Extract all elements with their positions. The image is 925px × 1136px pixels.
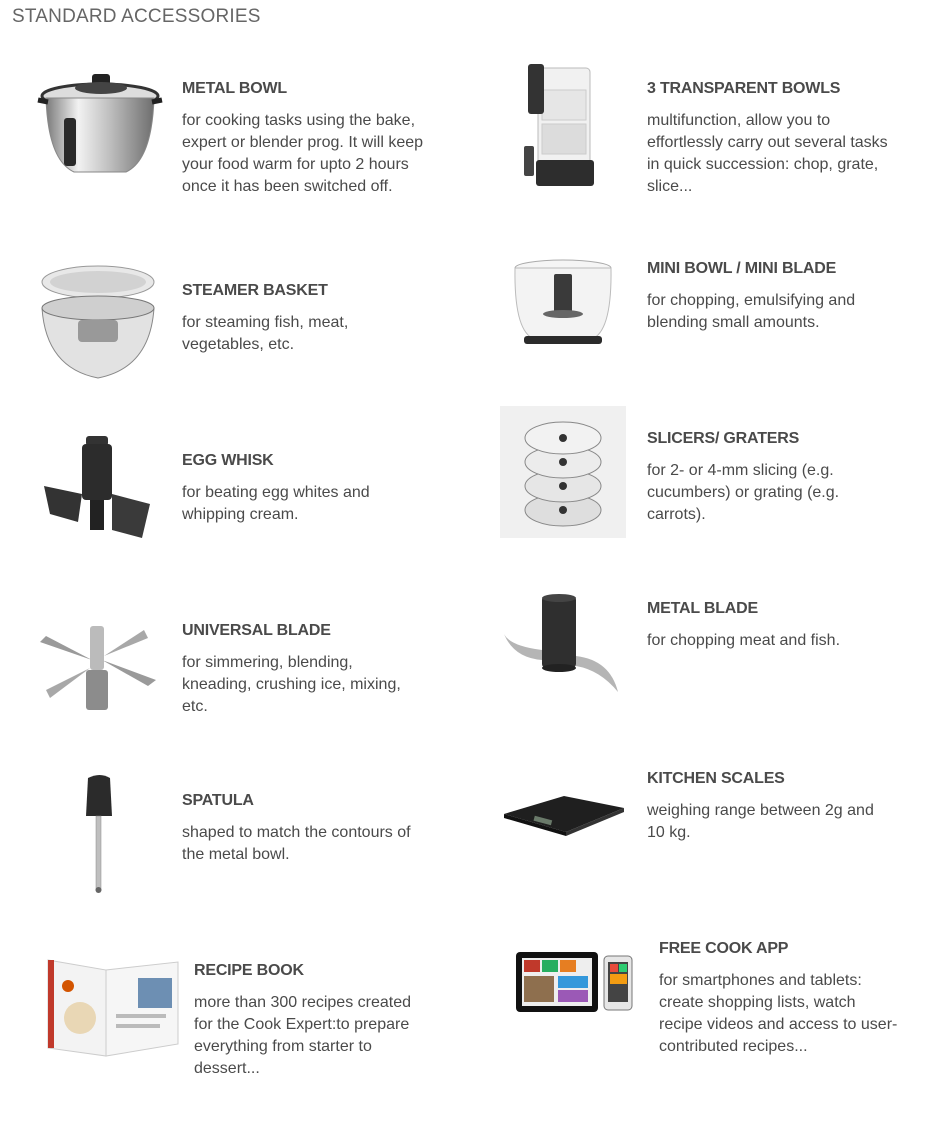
item-title-metal-blade: METAL BLADE — [647, 600, 758, 617]
tablet-phone-icon — [514, 950, 634, 1014]
kitchen-scale-icon — [500, 790, 628, 838]
item-title-recipe-book: RECIPE BOOK — [194, 962, 304, 979]
item-desc-universal-blade: for simmering, blending, kneading, crushing ice, mixing, etc. — [182, 654, 401, 715]
item-title-kitchen-scales: KITCHEN SCALES — [647, 770, 785, 787]
item-title-mini-bowl: MINI BOWL / MINI BLADE — [647, 260, 837, 277]
egg-whisk-icon — [42, 434, 154, 558]
item-title-free-cook-app: FREE COOK APP — [659, 940, 789, 957]
item-title-slicers-graters: SLICERS/ GRATERS — [647, 430, 800, 447]
item-title-universal-blade: UNIVERSAL BLADE — [182, 622, 331, 639]
spatula-icon — [84, 774, 114, 894]
item-desc-metal-blade: for chopping meat and fish. — [647, 632, 841, 649]
metal-bowl-icon — [34, 68, 164, 188]
recipe-book-icon — [46, 956, 180, 1058]
item-desc-spatula: shaped to match the contours of the metal bowl. — [182, 824, 411, 863]
item-desc-mini-bowl: for chopping, emulsifying and blending small amounts. — [647, 292, 856, 331]
item-desc-free-cook-app: for smartphones and tablets: create shopping lists, watch recipe videos and access to user-contributed recipes... — [659, 972, 898, 1055]
transparent-bowls-icon — [520, 60, 602, 188]
item-desc-steamer-basket: for steaming fish, meat, vegetables, etc. — [182, 314, 349, 353]
item-title-metal-bowl: METAL BOWL — [182, 80, 287, 97]
item-desc-slicers-graters: for 2- or 4-mm slicing (e.g. cucumbers) or grating (e.g. carrots). — [647, 462, 840, 523]
item-title-steamer-basket: STEAMER BASKET — [182, 282, 328, 299]
steamer-basket-icon — [38, 260, 160, 382]
metal-blade-icon — [500, 594, 624, 696]
item-title-transparent-bowls: 3 TRANSPARENT BOWLS — [647, 80, 841, 97]
item-desc-transparent-bowls: multifunction, allow you to effortlessly carry out several tasks in quick succession: chop, grate, slice... — [647, 112, 888, 195]
item-desc-recipe-book: more than 300 recipes created for the Cook Expert:to prepare everything from starter to dessert... — [194, 994, 412, 1077]
slicer-discs-icon — [500, 406, 626, 538]
item-desc-egg-whisk: for beating egg whites and whipping cream. — [182, 484, 370, 523]
universal-blade-icon — [36, 620, 160, 716]
page-title: STANDARD ACCESSORIES — [12, 6, 261, 27]
item-title-egg-whisk: EGG WHISK — [182, 452, 274, 469]
item-desc-metal-bowl: for cooking tasks using the bake, expert or blender prog. It will keep your food warm for upto 2 hours once it has been switched off. — [182, 112, 424, 195]
item-title-spatula: SPATULA — [182, 792, 254, 809]
mini-bowl-icon — [510, 254, 616, 350]
item-desc-kitchen-scales: weighing range between 2g and 10 kg. — [647, 802, 874, 841]
